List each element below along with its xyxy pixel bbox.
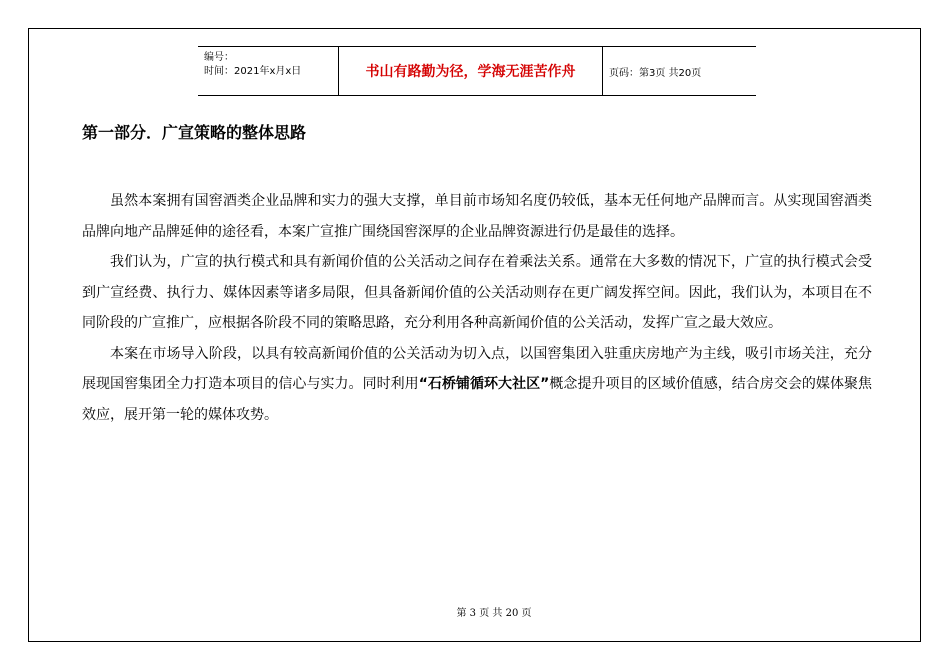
paragraph-3-after: 概念提升项目的区域价值感，结合房交会的媒体聚焦效应，展开第一轮的媒体攻势。 [82,376,873,423]
header-page-info: 页码：第3页 共20页 [609,67,702,79]
paragraph-1: 虽然本案拥有国窖酒类企业品牌和实力的强大支撑，单目前市场知名度仍较低，基本无任何地产品牌而言。从实现国窖酒类品牌向地产品牌延伸的途径看，本案广宣推广围绕国窖深厚的企业品牌资源进行仍是最佳的选择。 [82,193,872,240]
body-text [82,186,872,430]
paragraph-3-before: 本案在市场导入阶段，以具有较高新闻价值的公关活动为切入点，以国窖集团入驻重庆房地产为主线，吸引市场关注，充分展现国窖集团全力打造本项目的信心与实力。同时利用 [82,345,872,392]
concept-emphasis: “石桥铺循环大社区” [418,376,550,392]
page-footer: 第 3 页 共 20 页 [456,608,532,619]
time-label: 时间：2021年x月x日 [204,66,302,77]
paragraph-3 [82,339,872,431]
header-motto: 书山有路勤为径，学海无涯苦作舟 [338,47,603,95]
paragraph-2: 我们认为，广宣的执行模式和具有新闻价值的公关活动之间存在着乘法关系。通常在大多数的情况下，广宣的执行模式会受到广宣经费、执行力、媒体因素等诸多局限，但具备新闻价值的公关活动则存在更广阔发挥空间。因此，我们认为，本项目在不同阶段的广宣推广，应根据各阶段不同的策略思路，充分利用各种高新闻价值的公关活动，发挥广宣之最大效应。 [82,254,872,331]
number-label: 编号： [204,52,234,63]
header-table [198,46,756,96]
section-title: 第一部分．广宣策略的整体思路 [82,123,307,142]
header-meta [198,47,338,95]
